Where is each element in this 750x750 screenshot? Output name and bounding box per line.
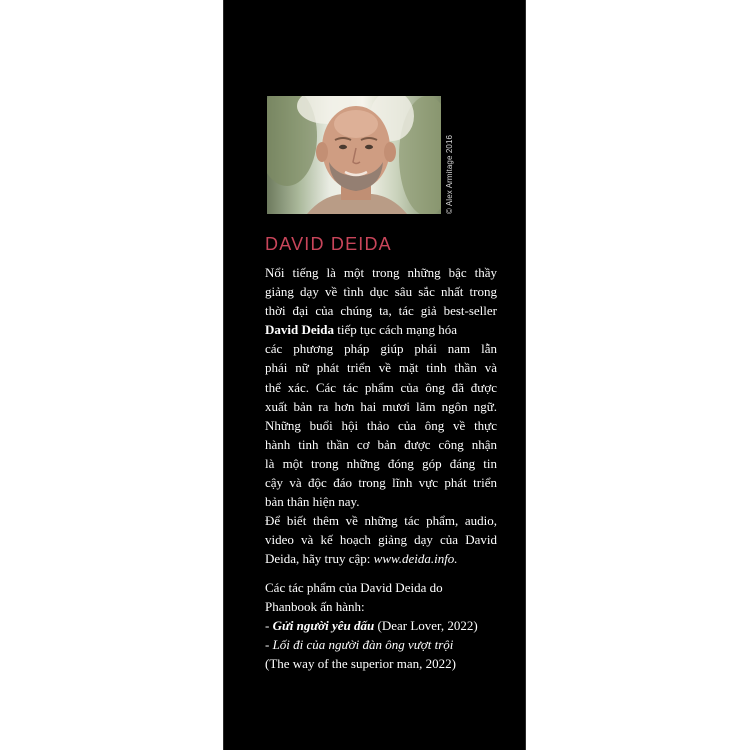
- bio-line: Để biết thêm về những tác phẩm, audio,: [265, 513, 497, 529]
- book-item-2-title: - Lối đi của người đàn ông vượt trội: [265, 636, 454, 652]
- book-item-1: [265, 616, 497, 635]
- book-title: Gửi người yêu dấu: [272, 617, 375, 633]
- spacer: [265, 569, 497, 578]
- book-flap-panel: [223, 0, 526, 750]
- photo-credit: © Alex Armitage 2016: [445, 134, 454, 214]
- website-link[interactable]: www.deida.info.: [373, 551, 458, 567]
- bio-line: [265, 320, 497, 339]
- bio-line: hành tinh thần cơ bản được công nhận: [265, 436, 497, 452]
- author-name-heading: DAVID DEIDA: [265, 234, 392, 254]
- bio-line: xuất bản ra hơn hai mươi lăm ngôn ngữ.: [265, 398, 497, 414]
- works-intro-line: Các tác phẩm của David Deida do: [265, 579, 443, 595]
- bio-line-text: tiếp tục cách mạng hóa: [333, 322, 458, 338]
- author-portrait-photo: [267, 96, 441, 214]
- bio-line: phái nữ phát triển về mặt tinh thần và: [265, 360, 497, 376]
- works-intro-line: Phanbook ấn hành:: [265, 598, 365, 614]
- bio-line: [265, 549, 497, 568]
- list-dash: -: [265, 617, 273, 633]
- bio-line: thể xác. Các tác phẩm của ông đã được: [265, 379, 497, 395]
- bio-line: thời đại của chúng ta, tác giả best-seller: [265, 303, 497, 319]
- author-name-bold: David Deida: [265, 322, 334, 338]
- bio-line: bản thân hiện nay.: [265, 494, 360, 510]
- bio-line-text: Deida, hãy truy cập:: [265, 551, 374, 567]
- bio-line: Nổi tiếng là một trong những bậc thầy: [265, 265, 497, 280]
- bio-line: cậy và độc đáo trong lĩnh vực phát triển: [265, 475, 497, 491]
- bio-line: video và kế hoạch giảng dạy của David: [265, 532, 497, 548]
- bio-line: các phương pháp giúp phái nam lẫn: [265, 341, 497, 357]
- book-subtitle: (Dear Lover, 2022): [374, 617, 478, 633]
- bio-line: là một trong những đóng góp đáng tin: [265, 455, 497, 471]
- author-bio: [265, 263, 497, 673]
- bio-line: giảng dạy về tình dục sâu sắc nhất trong: [265, 284, 497, 300]
- book-item-2-subtitle: (The way of the superior man, 2022): [265, 655, 456, 671]
- bio-line: Những buổi hội thảo của ông về thực: [265, 417, 497, 433]
